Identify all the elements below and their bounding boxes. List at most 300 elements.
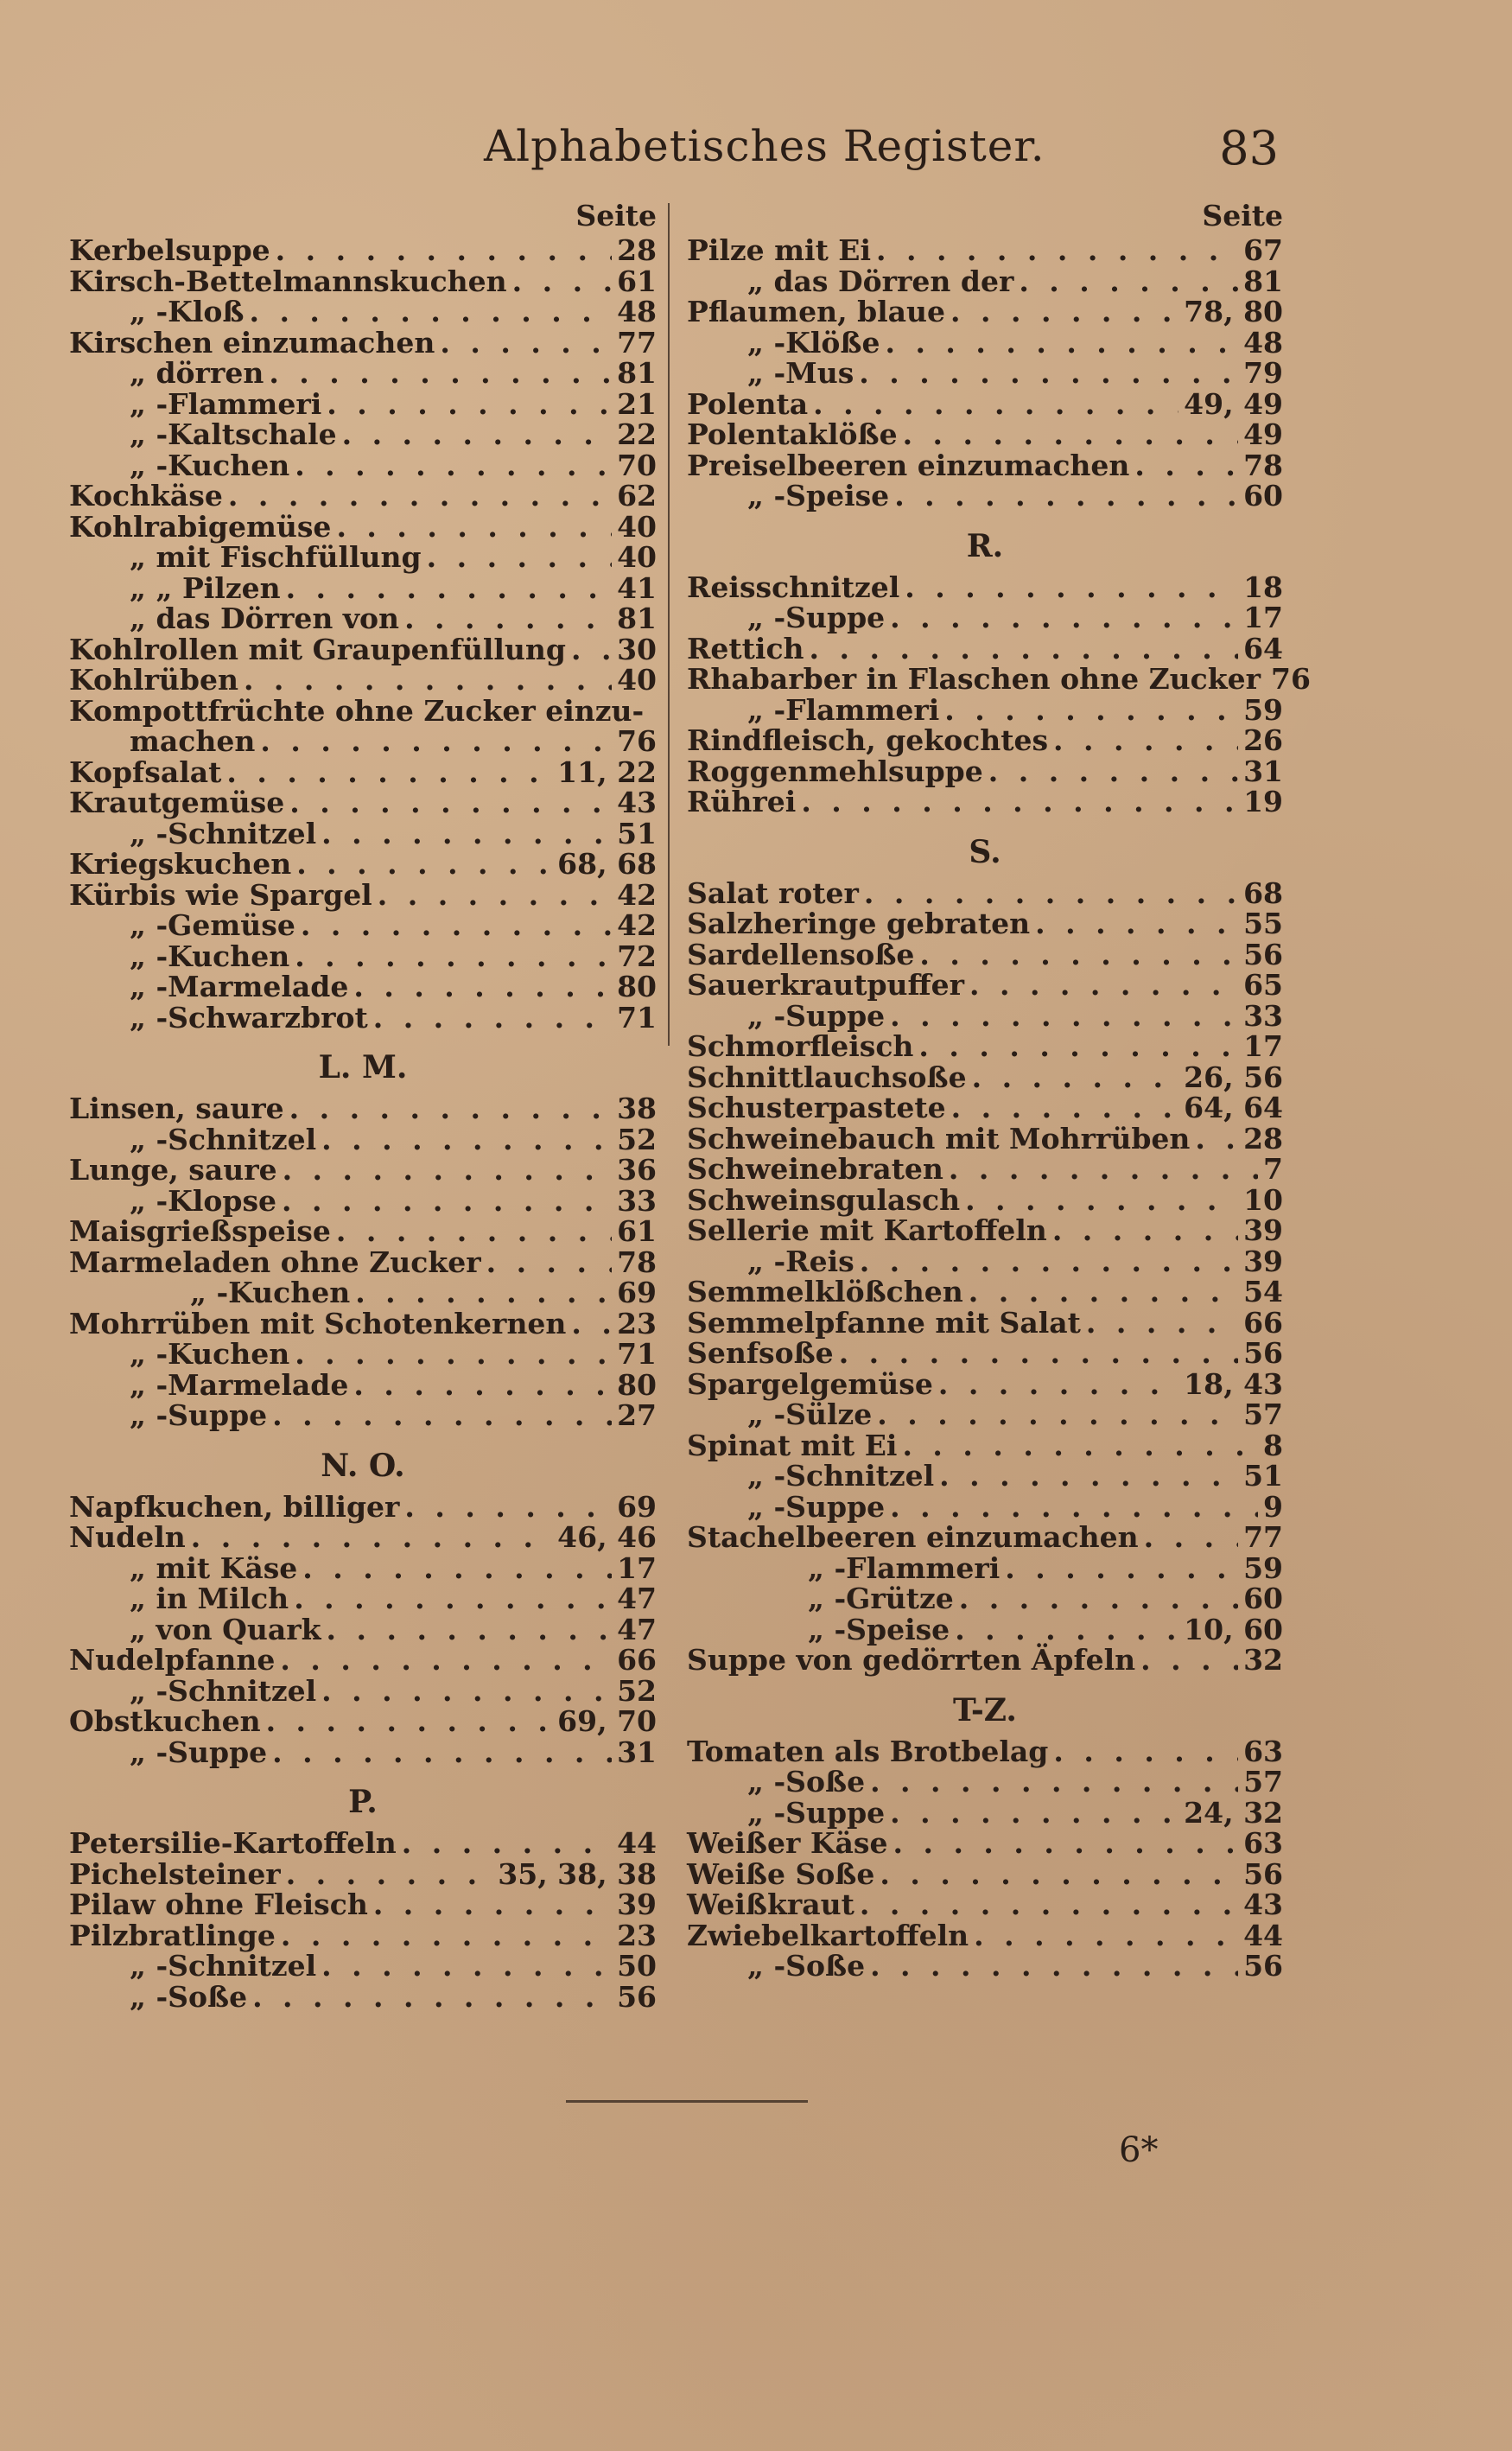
entry-page: 60	[1243, 479, 1283, 512]
leader-dots	[327, 1614, 613, 1646]
leader-dots	[266, 1706, 553, 1737]
entry-page: 18	[1243, 570, 1283, 604]
leader-dots	[272, 1400, 612, 1431]
index-entry	[687, 1062, 1283, 1093]
index-entry	[687, 602, 1283, 633]
leader-dots	[289, 787, 612, 818]
entry-page: 78	[1243, 448, 1283, 482]
leader-dots	[269, 358, 612, 389]
leader-dots	[286, 573, 613, 604]
index-entry	[687, 725, 1283, 756]
entry-label: Rührei	[687, 785, 797, 818]
leader-dots	[353, 1370, 612, 1401]
entry-page: 80	[617, 1367, 657, 1402]
index-entry	[687, 325, 1283, 360]
entry-page: 52	[617, 1673, 657, 1708]
entry-page: 56	[617, 1979, 657, 2014]
leader-dots	[295, 941, 612, 972]
entry-page: 68, 68	[557, 847, 657, 881]
index-entry	[687, 572, 1283, 603]
entry-label: Suppe von gedörrten Äpfeln	[687, 1643, 1136, 1677]
leader-dots	[295, 450, 612, 481]
index-entry	[687, 1522, 1283, 1553]
leader-dots	[860, 1889, 1238, 1920]
index-entry	[69, 754, 657, 789]
entry-label: Roggenmehlsuppe	[687, 754, 983, 788]
entry-page: 43	[617, 786, 657, 819]
entry-label: Tomaten als Brotbelag	[687, 1734, 1049, 1768]
entry-label: „ -Schnitzel	[130, 1122, 317, 1156]
leader-dots	[321, 1124, 612, 1155]
entry-page: 56	[1243, 1949, 1283, 1983]
entry-label: Sardellensoße	[687, 937, 915, 971]
leader-dots	[295, 1339, 612, 1370]
entry-page: 63	[1243, 1734, 1283, 1768]
entry-label: „ von Quark	[130, 1612, 321, 1646]
entry-page: 24, 32	[1184, 1795, 1283, 1830]
entry-page: 46, 46	[557, 1520, 657, 1554]
leader-dots	[404, 1492, 612, 1523]
entry-page: 22	[617, 417, 657, 451]
leader-dots	[885, 328, 1238, 359]
index-entry	[69, 1339, 657, 1370]
index-entry	[69, 1489, 657, 1524]
index-entry	[69, 542, 657, 573]
entry-page: 72	[617, 939, 657, 973]
seite-header: Seite	[575, 199, 657, 232]
index-entry	[69, 266, 657, 297]
entry-label: Nudeln	[69, 1520, 186, 1554]
entry-label: Preiselbeeren einzumachen	[687, 448, 1130, 482]
entry-label: Mohrrüben mit Schotenkernen	[69, 1306, 567, 1340]
entry-label: Schmorfleisch	[687, 1029, 914, 1063]
index-entry	[69, 1920, 657, 1951]
entry-label: Schweinebraten	[687, 1152, 943, 1186]
column-divider	[668, 203, 670, 1046]
entry-label: „ -Schnitzel	[130, 1673, 317, 1708]
entry-label: Kohlrollen mit Graupenfüllung	[69, 632, 566, 666]
index-entry	[69, 1614, 657, 1646]
entry-label: Obstkuchen	[69, 1704, 261, 1738]
entry-page: 19	[1243, 785, 1283, 818]
leader-dots	[1195, 1124, 1238, 1155]
entry-page: 71	[617, 1337, 657, 1371]
entry-page: 48	[617, 295, 657, 328]
entry-label: „ -Suppe	[747, 601, 886, 634]
entry-label: Weiße Soße	[687, 1856, 875, 1891]
leader-dots	[880, 1859, 1238, 1890]
entry-label: Rindfleisch, gekochtes	[687, 723, 1049, 757]
index-entry	[687, 786, 1283, 818]
entry-page: 78	[617, 1245, 657, 1279]
entry-page: 54	[1243, 1275, 1283, 1308]
entry-page: 81	[617, 356, 657, 390]
index-entry	[69, 1550, 657, 1585]
entry-label: Nudelpfanne	[69, 1643, 276, 1677]
entry-page: 44	[617, 1826, 657, 1860]
entry-page: 79	[1243, 356, 1283, 390]
entry-label: Sauerkrautpuffer	[687, 968, 964, 1002]
index-entry	[69, 1828, 657, 1859]
entry-label: „ -Flammeri	[808, 1550, 1001, 1585]
entry-page: 39	[1243, 1213, 1283, 1247]
entry-label: Schweinsgulasch	[687, 1182, 961, 1217]
entry-page: 23	[617, 1306, 657, 1340]
entry-page: 49, 49	[1184, 386, 1283, 421]
index-entry	[69, 419, 657, 450]
entry-label: Schusterpastete	[687, 1091, 946, 1124]
index-entry	[69, 634, 657, 665]
entry-page: 59	[1243, 1550, 1283, 1585]
index-entry	[69, 849, 657, 880]
leader-dots	[373, 1889, 612, 1920]
leader-dots	[402, 1828, 612, 1859]
entry-label: Salzheringe gebraten	[687, 907, 1031, 940]
leader-dots	[302, 1553, 612, 1584]
index-entry	[687, 1889, 1283, 1920]
entry-page: 57	[1243, 1397, 1283, 1431]
leader-dots	[378, 880, 612, 911]
index-entry	[687, 970, 1283, 1001]
entry-label: „ mit Fischfüllung	[130, 540, 422, 574]
leader-dots	[905, 572, 1238, 603]
leader-dots	[353, 971, 612, 1003]
entry-label: Weißkraut	[687, 1888, 854, 1921]
leader-dots	[571, 634, 612, 665]
entry-label: Kohlrabigemüse	[69, 509, 332, 544]
index-entry	[687, 1583, 1283, 1614]
index-entry	[69, 1889, 657, 1920]
leader-dots	[355, 1277, 612, 1308]
index-entry	[687, 1795, 1283, 1830]
index-entry	[69, 1247, 657, 1278]
entry-page: 56	[1243, 937, 1283, 971]
leader-dots	[1019, 266, 1238, 297]
entry-label: „ -Soße	[130, 1979, 248, 2014]
entry-page: 26	[1243, 723, 1283, 757]
leader-dots	[959, 1583, 1238, 1614]
signature-mark: 6*	[1119, 2130, 1159, 2170]
index-entry	[687, 1246, 1283, 1277]
leader-dots	[1052, 1215, 1238, 1246]
index-entry	[687, 1736, 1283, 1767]
index-entry	[69, 1583, 657, 1614]
index-entry	[69, 818, 657, 850]
entry-label: Rhabarber in Flaschen ohne Zucker	[687, 662, 1261, 696]
entry-label: „ -Suppe	[747, 998, 886, 1033]
leader-dots	[191, 1522, 552, 1553]
index-entry	[687, 939, 1283, 971]
index-entry	[69, 235, 657, 266]
leader-dots	[894, 481, 1238, 512]
index-entry	[69, 1522, 657, 1553]
entry-label: Kohlrüben	[69, 663, 238, 697]
leader-dots	[903, 419, 1238, 450]
index-entry	[69, 603, 657, 634]
entry-label: Lunge, saure	[69, 1153, 277, 1187]
entry-label: „ -Klöße	[747, 325, 880, 360]
entry-page: 51	[617, 816, 657, 850]
leader-dots	[226, 757, 552, 788]
index-entry	[687, 481, 1283, 512]
leader-dots	[244, 665, 612, 696]
index-entry	[69, 877, 657, 912]
section-heading: S.	[969, 833, 1001, 870]
entry-page: 47	[617, 1582, 657, 1615]
index-entry	[69, 1277, 657, 1308]
entry-page: 35, 38, 38	[498, 1856, 657, 1891]
leader-dots	[272, 1737, 612, 1768]
entry-page: 39	[1243, 1244, 1283, 1278]
entry-page: 65	[1243, 968, 1283, 1002]
leader-dots	[404, 603, 612, 634]
index-entry	[687, 662, 1311, 696]
index-entry	[687, 358, 1283, 389]
leader-dots	[919, 939, 1238, 971]
entry-label: „ -Soße	[747, 1765, 866, 1798]
entry-page: 70	[617, 448, 657, 482]
entry-page: 31	[1243, 754, 1283, 788]
leader-dots	[228, 481, 612, 512]
index-entry	[687, 1767, 1283, 1798]
index-column-left	[69, 197, 657, 2012]
index-entry	[69, 665, 657, 696]
entry-label: Linsen, saure	[69, 1092, 284, 1125]
entry-label: „ -Suppe	[747, 1489, 886, 1524]
leader-dots	[876, 235, 1238, 266]
entry-label: „ -Schnitzel	[130, 1949, 317, 1983]
leader-dots	[890, 602, 1238, 633]
index-entry	[69, 325, 657, 360]
index-entry	[687, 1645, 1283, 1676]
index-entry	[69, 941, 657, 972]
entry-label: „ dörren	[130, 356, 264, 390]
index-entry	[687, 1121, 1283, 1155]
entry-label: „ das Dörren der	[747, 264, 1014, 298]
leader-dots	[1035, 908, 1238, 939]
leader-dots	[950, 296, 1178, 328]
leader-dots	[955, 1614, 1178, 1646]
index-entry	[687, 1828, 1283, 1859]
entry-label: „ -Grütze	[808, 1582, 954, 1615]
entry-page: 27	[617, 1398, 657, 1432]
leader-dots	[1053, 1736, 1238, 1767]
index-entry	[687, 1276, 1283, 1308]
index-entry	[687, 296, 1283, 328]
index-entry	[687, 875, 1283, 910]
entry-label: Polenta	[687, 386, 809, 421]
leader-dots	[1134, 450, 1238, 481]
index-entry	[687, 633, 1283, 665]
leader-dots	[877, 1399, 1238, 1430]
index-entry	[687, 1154, 1283, 1185]
entry-label: „ -Klopse	[130, 1183, 277, 1218]
entry-label: Zwiebelkartoffeln	[687, 1918, 969, 1952]
leader-dots	[571, 1308, 612, 1340]
index-entry	[69, 726, 657, 757]
leader-dots	[486, 1247, 612, 1278]
entry-label: Kompottfrüchte ohne Zucker einzu-	[69, 693, 645, 728]
leader-dots	[321, 1951, 612, 1982]
entry-label: Pilzbratlinge	[69, 1918, 276, 1952]
leader-dots	[512, 266, 612, 297]
index-entry	[69, 787, 657, 818]
leader-dots	[864, 878, 1238, 909]
entry-page: 68	[1243, 875, 1283, 910]
index-entry	[687, 1366, 1283, 1401]
leader-dots	[336, 512, 612, 543]
entry-page: 32	[1243, 1643, 1283, 1677]
entry-label: „ -Kuchen	[130, 1337, 290, 1371]
entry-label: Spinat mit Ei	[687, 1428, 898, 1462]
leader-dots	[427, 542, 612, 573]
page-title: Alphabetisches Register.	[484, 121, 1045, 171]
index-entry	[687, 1305, 1283, 1340]
entry-label: „ -Sülze	[747, 1397, 873, 1431]
index-entry	[69, 1951, 657, 1982]
index-entry	[687, 1031, 1283, 1062]
leader-dots	[276, 235, 612, 266]
leader-dots	[810, 633, 1239, 665]
entry-label: Rettich	[687, 631, 804, 665]
leader-dots	[859, 358, 1238, 389]
entry-page: 69	[617, 1489, 657, 1524]
leader-dots	[1086, 1308, 1238, 1339]
entry-label: „ -Suppe	[130, 1735, 268, 1769]
entry-page: 69, 70	[557, 1704, 657, 1738]
section-heading: T-Z.	[953, 1691, 1017, 1728]
entry-page: 36	[617, 1153, 657, 1187]
index-entry	[687, 386, 1283, 421]
index-entry	[69, 1155, 657, 1186]
entry-page: 40	[617, 540, 657, 574]
index-entry	[69, 1979, 657, 2014]
leader-dots	[801, 786, 1238, 818]
entry-page: 8	[1263, 1428, 1283, 1462]
leader-dots	[890, 1492, 1258, 1523]
entry-label: „ -Soße	[747, 1949, 866, 1983]
index-entry	[687, 1614, 1283, 1646]
entry-label: Kerbelsuppe	[69, 233, 270, 267]
page-number: 83	[1219, 121, 1279, 175]
index-entry	[69, 450, 657, 481]
leader-dots	[944, 695, 1238, 726]
index-entry	[687, 756, 1283, 787]
entry-page: 11, 22	[557, 754, 657, 789]
entry-page: 26, 56	[1184, 1060, 1283, 1094]
leader-dots	[342, 419, 612, 450]
entry-page: 17	[1243, 601, 1283, 634]
entry-page: 77	[1243, 1520, 1283, 1554]
index-entry	[69, 358, 657, 389]
index-entry	[687, 1461, 1283, 1492]
entry-label: Salat roter	[687, 875, 859, 910]
index-entry	[69, 296, 657, 328]
leader-dots	[939, 1461, 1238, 1492]
entry-label: Kopfsalat	[69, 754, 222, 789]
entry-page: 63	[1243, 1826, 1283, 1860]
entry-page: 28	[617, 233, 657, 267]
entry-page: 38	[617, 1092, 657, 1125]
entry-label: „ -Marmelade	[130, 1367, 349, 1402]
section-heading: L. M.	[318, 1049, 408, 1085]
entry-label: Kürbis wie Spargel	[69, 877, 372, 912]
index-entry	[687, 1856, 1283, 1891]
entry-page: 78, 80	[1184, 295, 1283, 328]
entry-label: Pflaumen, blaue	[687, 295, 946, 328]
entry-label: Napfkuchen, billiger	[69, 1489, 400, 1524]
entry-page: 62	[617, 479, 657, 512]
entry-label: Stachelbeeren einzumachen	[687, 1520, 1139, 1554]
index-entry	[687, 266, 1283, 297]
index-entry	[687, 1182, 1283, 1217]
leader-dots	[860, 1246, 1238, 1277]
entry-page: 7	[1263, 1152, 1283, 1186]
entry-label: Semmelpfanne mit Salat	[687, 1305, 1081, 1340]
entry-page: 39	[617, 1888, 657, 1921]
index-entry	[69, 1183, 657, 1218]
entry-page: 64	[1243, 631, 1283, 665]
leader-dots	[988, 756, 1238, 787]
entry-page: 69	[617, 1276, 657, 1309]
index-entry	[687, 1920, 1283, 1951]
entry-page: 40	[617, 663, 657, 697]
entry-label: Maisgrießspeise	[69, 1214, 331, 1248]
entry-page: 67	[1243, 233, 1283, 267]
entry-label: „ -Kloß	[130, 295, 245, 328]
entry-page: 51	[1243, 1459, 1283, 1493]
entry-label: Weißer Käse	[687, 1826, 888, 1860]
entry-page: 60	[1243, 1582, 1283, 1615]
index-entry	[69, 570, 657, 605]
leader-dots	[949, 1154, 1258, 1185]
entry-label: „ -Speise	[808, 1612, 950, 1646]
section-heading: R.	[966, 527, 1004, 564]
entry-label: Marmeladen ohne Zucker	[69, 1245, 481, 1279]
leader-dots	[327, 389, 612, 420]
leader-dots	[969, 970, 1238, 1001]
entry-label: „ das Dörren von	[130, 602, 400, 635]
section-heading: N. O.	[321, 1447, 405, 1484]
entry-page: 44	[1243, 1918, 1283, 1952]
entry-label: „ -Flammeri	[130, 386, 322, 421]
entry-page: 28	[1243, 1121, 1283, 1155]
leader-dots	[301, 910, 612, 941]
leader-dots	[294, 1583, 612, 1614]
leader-dots	[951, 1092, 1179, 1124]
entry-label: „ -Kaltschale	[130, 417, 337, 451]
leader-dots	[974, 1920, 1238, 1951]
index-entry	[687, 1550, 1283, 1585]
leader-dots	[282, 1186, 612, 1217]
entry-page: 48	[1243, 325, 1283, 360]
entry-label: „ -Schnitzel	[130, 816, 317, 850]
entry-label: Kochkäse	[69, 479, 223, 512]
leader-dots	[965, 1185, 1238, 1216]
entry-label: „ -Suppe	[130, 1398, 268, 1432]
entry-page: 56	[1243, 1336, 1283, 1370]
index-entry	[69, 509, 657, 544]
entry-page: 41	[617, 570, 657, 605]
entry-page: 76	[1271, 662, 1311, 696]
entry-page: 52	[617, 1122, 657, 1156]
index-entry	[687, 908, 1283, 939]
entry-label: Kirschen einzumachen	[69, 325, 435, 360]
leader-dots	[252, 1982, 612, 2013]
leader-dots	[918, 1031, 1238, 1062]
leader-dots	[260, 726, 612, 757]
entry-label: „ -Mus	[747, 356, 854, 390]
